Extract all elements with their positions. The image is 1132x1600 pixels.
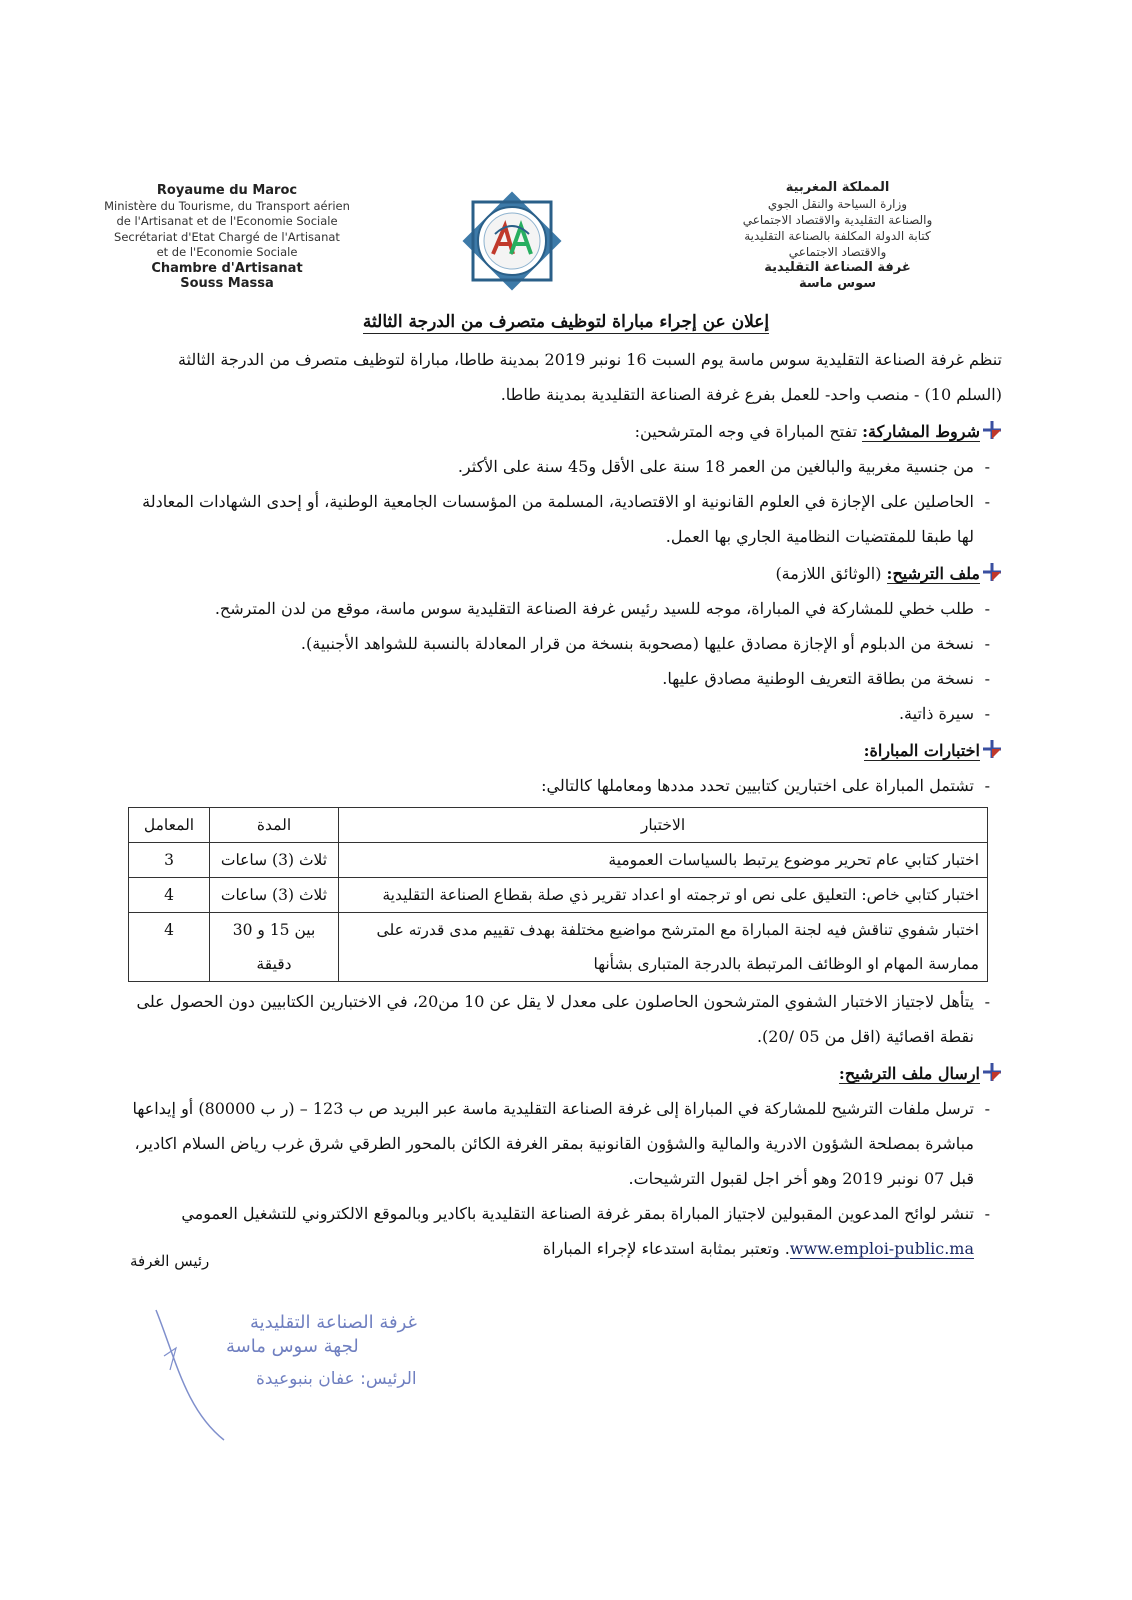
letterhead-ar-line5: والاقتصاد الاجتماعي [788,245,887,259]
bullet-arrow-icon [982,1059,1002,1079]
letterhead-ar-line2: وزارة السياحة والنقل الجوي [767,197,908,211]
file-item: - سيرة ذاتية. [130,696,1002,731]
table-row [129,913,988,982]
exams-note: - يتأهل لاجتياز الاختبار الشفوي المترشحون الحاصلون على معدل لا يقل عن 10 من20، في الاختبارين الكتابيين دون الحصول على نقطة اقصائية (اقل من 05 /20). [130,984,1002,1054]
duration-cell: ثلاث (3) ساعات [210,878,339,913]
coefficient-cell: 4 [129,878,210,913]
signature-stroke [156,1310,224,1440]
letterhead-arabic [705,180,970,292]
letterhead-fr-line1: Royaume du Maroc [156,183,298,198]
file-item: - نسخة من بطاقة التعريف الوطنية مصادق عليها. [130,661,1002,696]
announcement-title: إعلان عن إجراء مباراة لتوظيف متصرف من الدرجة الثالثة [362,312,770,332]
condition-item: - من جنسية مغربية والبالغين من العمر 18 سنة على الأقل و45 سنة على الأكثر. [130,449,1002,484]
letterhead-fr-line2: Ministère du Tourisme, du Transport aérien [104,198,350,213]
table-row [129,843,988,878]
letterhead-fr-line4: Secrétariat d'Etat Chargé de l'Artisanat [114,229,340,244]
table-row [129,878,988,913]
letterhead-fr-line5: et de l'Economie Sociale [156,245,298,259]
file-item: - نسخة من الدبلوم أو الإجازة مصادق عليها (مصحوبة بنسخة من قرار المعادلة بالنسبة للشواهد الأجنبية). [130,626,1002,661]
intro-paragraph: تنظم غرفة الصناعة التقليدية سوس ماسة يوم السبت 16 نونبر 2019 بمدينة طاطا، مباراة لتوظيف متصرف من الدرجة الثالثة (السلم 10) - منصب واحد- للعمل بفرع غرفة الصناعة التقليدية بمدينة طاطا. [177,350,1002,404]
conditions-heading: شروط المشاركة: تفتح المباراة في وجه المترشحين: [130,414,1002,449]
file-heading: ملف الترشيح: (الوثائق اللازمة) [130,556,1002,591]
header-exam: الاختبار [339,808,988,843]
letterhead-fr-line7: Souss Massa [180,276,274,291]
letterhead-fr-line6: Chambre d'Artisanat [151,260,303,276]
letterhead-ar-line4: كتابة الدولة المكلفة بالصناعة التقليدية [744,229,931,243]
sending-heading: ارسال ملف الترشيح: [130,1056,1002,1091]
signer-title: رئيس الغرفة [130,1252,210,1270]
stamp-line2: لجهة سوس ماسة [226,1336,359,1357]
coefficient-cell: 4 [129,913,210,982]
chamber-logo-icon [455,184,569,298]
file-item: - طلب خطي للمشاركة في المباراة، موجه للسيد رئيس غرفة الصناعة التقليدية سوس ماسة، موقع من لدن المترشح. [130,591,1002,626]
sending-item: - تنشر لوائح المدعوين المقبولين لاجتياز المباراة بمقر غرفة الصناعة التقليدية باكادير وبالموقع الالكتروني للتشغيل العمومي www.emploi-public.ma. وتعتبر بمثابة استدعاء لإجراء المباراة [130,1196,1002,1266]
letterhead-ar-line1: المملكة المغربية [785,180,890,195]
condition-item: - الحاصلين على الإجازة في العلوم القانونية او الاقتصادية، المسلمة من المؤسسات الجامعية الوطنية، أو إحدى الشهادات المعادلة لها طبقا للمقتضيات النظامية الجاري بها العمل. [130,484,1002,554]
exams-table [128,807,988,982]
stamp-line3: الرئيس: عفان بنبوعيدة [256,1369,417,1389]
table-header-row [129,808,988,843]
letterhead-fr-line3: de l'Artisanat et de l'Economie Sociale [116,214,338,228]
letterhead-french [92,183,362,292]
exam-cell: اختبار شفوي تناقش فيه لجنة المباراة مع المترشح مواضيع مختلفة بهدف تقييم مدى قدرته على ممارسة المهام او الوظائف المرتبطة بالدرجة المتبارى بشأنها [339,913,988,982]
official-stamp [36,1300,417,1450]
announcement-body [130,305,1002,1266]
letterhead-ar-line6: غرفة الصناعة التقليدية [764,260,911,275]
letterhead-ar-line3: والصناعة التقليدية والاقتصاد الاجتماعي [742,213,933,227]
bullet-arrow-icon [982,559,1002,579]
header-duration: المدة [210,808,339,843]
duration-cell: ثلاث (3) ساعات [210,843,339,878]
header-coefficient: المعامل [129,808,210,843]
coefficient-cell: 3 [129,843,210,878]
bullet-arrow-icon [982,417,1002,437]
stamp-line1: غرفة الصناعة التقليدية [250,1312,417,1333]
exams-heading: اختبارات المباراة: [130,733,1002,768]
exams-intro: - تشتمل المباراة على اختبارين كتابيين تحدد مددها ومعاملها كالتالي: [130,768,1002,803]
bullet-arrow-icon [982,736,1002,756]
duration-cell: بين 15 و 30 دقيقة [210,913,339,982]
exam-cell: اختبار كتابي عام تحرير موضوع يرتبط بالسياسات العمومية [339,843,988,878]
emploi-public-link[interactable]: www.emploi-public.ma [789,1239,974,1258]
sending-item: - ترسل ملفات الترشيح للمشاركة في المباراة إلى غرفة الصناعة التقليدية ماسة عبر البريد ص ب 123 – (ر ب 80000) أو إيداعها مباشرة بمصلحة الشؤون الادرية والمالية والشؤون القانونية بمقر الغرفة الكائن بالمحور الطرقي شرق غرب رياض السلام اكادير، قبل 07 نونبر 2019 وهو أخر اجل لقبول الترشيحات. [130,1091,1002,1196]
letterhead-ar-line7: سوس ماسة [799,276,876,291]
exam-cell: اختبار كتابي خاص: التعليق على نص او ترجمته او اعداد تقرير ذي صلة بقطاع الصناعة التقليدية [339,878,988,913]
